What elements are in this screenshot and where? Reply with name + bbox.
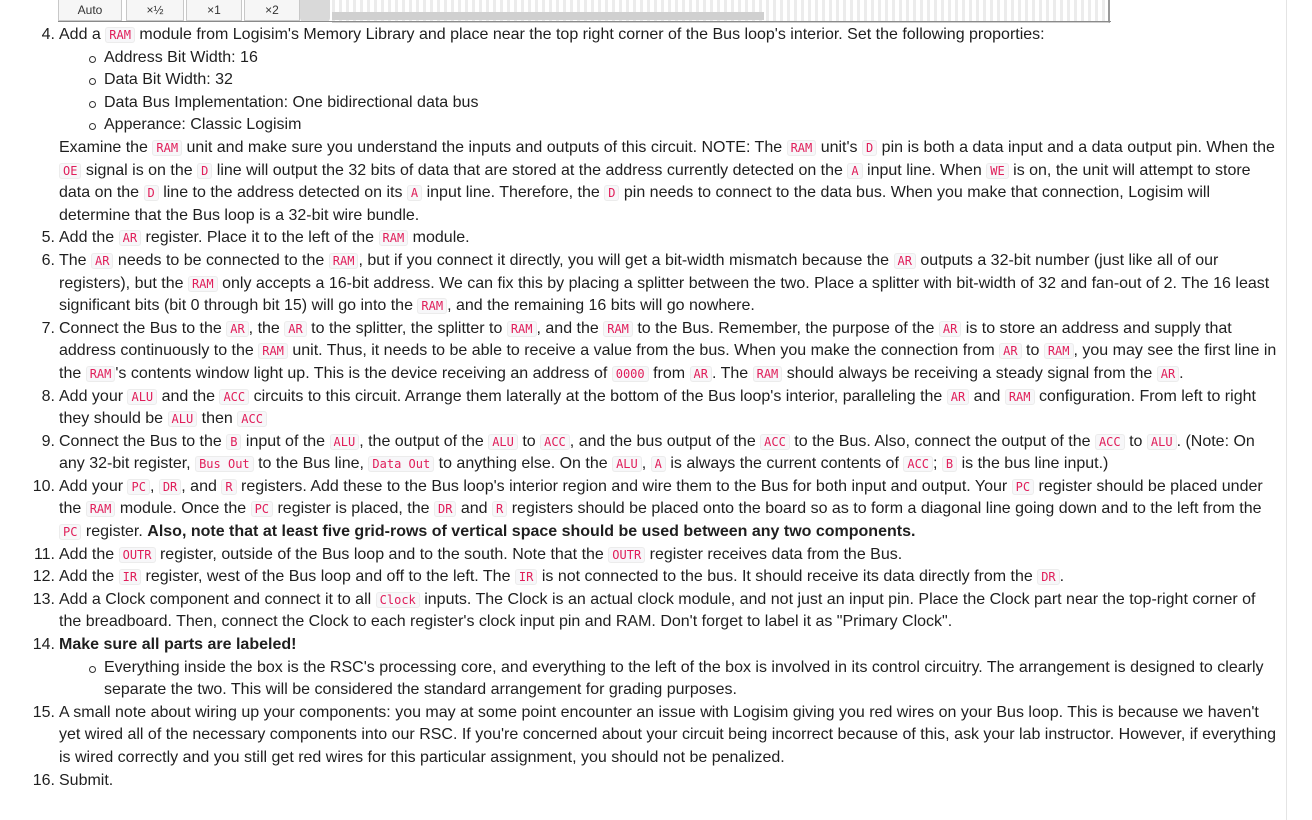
text-run: inputs. The Clock is an actual clock module, and not just an input pin. Place the Clock part near the top-right corner of the breadboard. Then, connect the Clock to each register's clock input pin and RAM. Don't forget to label it as "Primary Clock".	[59, 590, 1256, 631]
inline-code: IR	[515, 569, 537, 585]
step-text	[59, 544, 1280, 567]
text-run: A small note about wiring up your components: you may at some point encounter an issue with Logisim giving you red wires on your Bus loop. This is because we haven't yet wired all of the necessary components into our RSC. If you're concerned about your circuit being incorrect because of this, ask your lab instructor. However, if everything is wired correctly and you still get red wires for this particular assignment, you should not be penalized.	[59, 703, 1276, 766]
step-number: 6.	[41, 251, 55, 269]
text-run: Add the	[59, 568, 119, 586]
inline-code: ALU	[612, 456, 642, 472]
zoom-auto-button[interactable]: Auto	[58, 0, 122, 21]
instruction-step	[0, 318, 1280, 386]
text-run: outputs a 32-bit number (just like all of our registers), but the	[59, 251, 1219, 292]
text-run: Data Bus Implementation: One bidirectional data bus	[104, 93, 479, 111]
text-run: Add a Clock component and connect it to all	[59, 590, 376, 608]
text-run: to the splitter, the splitter to	[306, 319, 507, 337]
inline-code: A	[407, 185, 422, 201]
inline-code: ALU	[488, 434, 518, 450]
text-run: Add the	[59, 545, 119, 563]
text-run: Apperance: Classic Logisim	[104, 116, 302, 134]
step-number: 7.	[41, 319, 55, 337]
text-run: signal is on the	[81, 161, 198, 179]
inline-code: RAM	[86, 501, 116, 517]
text-run: , and the remaining 16 bits will go nowhere.	[447, 297, 755, 315]
inline-code: RAM	[86, 366, 116, 382]
inline-code: AR	[226, 321, 248, 337]
inline-code: ALU	[1147, 434, 1177, 450]
inline-code: RAM	[507, 321, 537, 337]
text-run: register, west of the Bus loop and off to the left. The	[141, 568, 515, 586]
inline-code: RAM	[188, 276, 218, 292]
text-run: , but if you connect it directly, you will get a bit-width mismatch because the	[358, 251, 894, 269]
text-run: line will output the 32 bits of data that are stored at the address currently detected on the	[212, 161, 848, 179]
instruction-step	[0, 589, 1280, 634]
inline-code: ACC	[540, 434, 570, 450]
step-text	[59, 431, 1280, 476]
step-number: 8.	[41, 387, 55, 405]
text-run: , the output of the	[359, 432, 489, 450]
sub-list-item	[59, 114, 1280, 137]
step-text	[59, 250, 1280, 318]
step-number: 4.	[41, 26, 55, 43]
inline-code: AR	[119, 230, 141, 246]
step-number: 10.	[32, 477, 55, 495]
step-text	[59, 318, 1280, 386]
instruction-step	[0, 431, 1280, 476]
step-number: 12.	[32, 568, 55, 586]
step-text	[59, 634, 1280, 657]
inline-code: D	[862, 140, 877, 156]
step-text	[59, 589, 1280, 634]
inline-code: RAM	[417, 298, 447, 314]
instruction-step	[0, 386, 1280, 431]
zoom-2x-button[interactable]: ×2	[244, 0, 300, 21]
page-scroll-edge	[1286, 0, 1287, 820]
text-run: configuration. From left to right they should be	[59, 387, 1256, 428]
inline-code: AR	[1157, 366, 1179, 382]
text-run: register.	[81, 523, 148, 541]
zoom-1x-button[interactable]: ×1	[186, 0, 242, 21]
inline-code: D	[144, 185, 159, 201]
toolbar-divider	[58, 21, 1111, 22]
sub-list-item	[59, 47, 1280, 70]
text-run: Add your	[59, 387, 128, 405]
text-run: 's contents window light up. This is the device receiving an address of	[115, 364, 612, 382]
text-run: is on, the unit will attempt to store data on the	[59, 161, 1251, 202]
inline-code: AR	[690, 366, 712, 382]
text-run: Add your	[59, 477, 128, 495]
inline-code: RAM	[753, 366, 783, 382]
sub-list	[59, 47, 1280, 137]
text-run: to the Bus. Also, connect the output of the	[789, 432, 1095, 450]
text-run: to	[1021, 342, 1044, 360]
inline-code: RAM	[1005, 389, 1035, 405]
instructions-list	[0, 24, 1280, 792]
text-run: register, outside of the Bus loop and to the south. Note that the	[155, 545, 609, 563]
inline-code: Data Out	[368, 456, 434, 472]
text-run: input line. Therefore, the	[422, 184, 605, 202]
toolbar-handle[interactable]	[300, 0, 330, 22]
inline-code: ACC	[760, 434, 790, 450]
step-text	[59, 770, 1280, 793]
text-run: , the	[248, 319, 285, 337]
text-run: to the Bus. Remember, the purpose of the	[632, 319, 939, 337]
instruction-step	[0, 24, 1280, 227]
text-run: pin needs to connect to the data bus. When you make that connection, Logisim will determine that the Bus loop is a 32-bit wire bundle.	[59, 184, 1210, 224]
text-run: is the bus line input.)	[957, 455, 1109, 473]
text-run: input line. When	[862, 161, 987, 179]
instruction-step	[0, 634, 1280, 702]
instruction-step	[0, 566, 1280, 589]
inline-code: RAM	[603, 321, 633, 337]
step-number: 14.	[32, 636, 55, 654]
inline-code: OUTR	[119, 547, 156, 563]
inline-code: AR	[91, 253, 113, 269]
text-run: input of the	[241, 432, 330, 450]
inline-code: DR	[159, 479, 181, 495]
step-number: 16.	[32, 771, 55, 789]
text-run: Everything inside the box is the RSC's processing core, and everything to the left of the box is involved in its control circuitry. The arrangement is designed to clearly separate the two. This will be considered the standard arrangement for grading purposes.	[104, 658, 1264, 699]
text-run: register. Place it to the left of the	[141, 229, 379, 247]
step-number: 5.	[41, 229, 55, 247]
text-run: circuits to this circuit. Arrange them laterally at the bottom of the Bus loop's interior, paralleling the	[249, 387, 947, 405]
inline-code: AR	[999, 343, 1021, 359]
bold-text: Make sure all parts are labeled!	[59, 636, 297, 654]
text-run: module. Once the	[115, 500, 251, 518]
text-run: registers should be placed onto the board so as to form a diagonal line going down and to the left from the	[507, 500, 1262, 518]
progress-track[interactable]	[332, 0, 1110, 23]
inline-code: AR	[947, 389, 969, 405]
text-run: only accepts a 16-bit address. We can fix this by placing a splitter between the two. Place a splitter with bit-width of 32 and fan-out of 2. The 16 least significant bits (bit 0 through bit 15) will go into the	[59, 274, 1270, 315]
text-run: unit's	[816, 138, 862, 156]
inline-code: IR	[119, 569, 141, 585]
step-text	[59, 227, 1280, 250]
text-run: ,	[641, 455, 651, 473]
text-run: Submit.	[59, 771, 114, 789]
text-run: .	[1059, 568, 1065, 586]
text-run: Add a	[59, 26, 106, 43]
step-number: 11.	[33, 545, 55, 563]
inline-code: RAM	[379, 230, 409, 246]
text-run: to	[1124, 432, 1147, 450]
instruction-step	[0, 702, 1280, 770]
inline-code: 0000	[612, 366, 649, 382]
step-text	[59, 24, 1280, 47]
text-run: Connect the Bus to the	[59, 319, 227, 337]
text-run: is to store an address and supply that address continuously to the	[59, 319, 1232, 360]
text-run: , and the bus output of the	[569, 432, 761, 450]
text-run: to anything else. On the	[434, 455, 613, 473]
inline-code: RAM	[105, 27, 135, 43]
bold-text: Also, note that at least five grid-rows of vertical space should be used between any two components.	[147, 523, 916, 541]
text-run: , you may see the first line in the	[59, 342, 1277, 382]
text-run: , and	[181, 477, 222, 495]
text-run: ;	[933, 455, 942, 473]
step-text	[59, 566, 1280, 589]
text-run: Address Bit Width: 16	[104, 48, 258, 66]
text-run: to the Bus line,	[253, 455, 369, 473]
step-note	[59, 137, 1280, 227]
inline-code: ACC	[237, 411, 267, 427]
inline-code: ACC	[219, 389, 249, 405]
text-run: .	[1179, 364, 1184, 382]
inline-code: PC	[1012, 479, 1034, 495]
text-run: module from Logisim's Memory Library and place near the top right corner of the Bus loop's interior. Set the following proporties:	[134, 26, 1045, 43]
text-run: . (Note: On any 32-bit register,	[59, 432, 1255, 473]
inline-code: AR	[284, 321, 306, 337]
text-run: from	[648, 364, 690, 382]
inline-code: PC	[59, 524, 81, 540]
inline-code: R	[221, 479, 236, 495]
inline-code: DR	[434, 501, 456, 517]
step-number: 9.	[41, 432, 55, 450]
instruction-step	[0, 476, 1280, 544]
inline-code: B	[942, 456, 957, 472]
inline-code: D	[604, 185, 619, 201]
text-run: . The	[711, 364, 753, 382]
inline-code: ALU	[127, 389, 157, 405]
inline-code: PC	[127, 479, 149, 495]
text-run: ,	[149, 477, 159, 495]
inline-code: RAM	[152, 140, 182, 156]
text-run: then	[197, 410, 238, 428]
text-run: should always be receiving a steady signal from the	[782, 364, 1157, 382]
inline-code: A	[847, 163, 862, 179]
inline-code: RAM	[787, 140, 817, 156]
sub-list-item	[59, 69, 1280, 92]
inline-code: DR	[1037, 569, 1059, 585]
text-run: to	[517, 432, 541, 450]
text-run: Examine the	[59, 138, 153, 156]
inline-code: A	[651, 456, 666, 472]
text-run: pin is both a data input and a data output pin. When the	[877, 138, 1275, 156]
video-toolbar	[58, 0, 1111, 23]
text-run: module.	[408, 229, 470, 247]
text-run: registers. Add these to the Bus loop's interior region and wire them to the Bus for both input and output. Your	[236, 477, 1012, 495]
text-run: unit. Thus, it needs to be able to receive a value from the bus. When you make the connection from	[287, 342, 1000, 360]
inline-code: D	[197, 163, 212, 179]
text-run: Data Bit Width: 32	[104, 71, 233, 89]
sub-list	[59, 657, 1280, 702]
zoom-half-button[interactable]: ×½	[126, 0, 184, 21]
inline-code: RAM	[329, 253, 359, 269]
text-run: Add the	[59, 229, 119, 247]
text-run: and	[456, 500, 493, 518]
sub-list-item	[59, 657, 1280, 702]
step-text	[59, 386, 1280, 431]
inline-code: RAM	[258, 343, 288, 359]
inline-code: AR	[894, 253, 916, 269]
text-run: The	[59, 251, 92, 269]
progress-fill	[332, 12, 764, 20]
text-run: register should be placed under the	[59, 477, 1263, 518]
inline-code: Clock	[376, 592, 420, 608]
step-number: 13.	[32, 590, 55, 608]
step-text	[59, 476, 1280, 544]
instruction-step	[0, 227, 1280, 250]
inline-code: ACC	[1095, 434, 1125, 450]
step-number: 15.	[32, 703, 55, 721]
text-run: register is placed, the	[273, 500, 434, 518]
inline-code: ACC	[903, 456, 933, 472]
inline-code: OE	[59, 163, 81, 179]
text-run: Connect the Bus to the	[59, 432, 227, 450]
text-run: and the	[157, 387, 220, 405]
text-run: line to the address detected on its	[158, 184, 407, 202]
inline-code: R	[492, 501, 507, 517]
step-text	[59, 702, 1280, 770]
sub-list-item	[59, 92, 1280, 115]
inline-code: B	[226, 434, 241, 450]
text-run: register receives data from the Bus.	[645, 545, 903, 563]
inline-code: ALU	[168, 411, 198, 427]
instruction-step	[0, 250, 1280, 318]
inline-code: AR	[939, 321, 961, 337]
instruction-step	[0, 770, 1280, 793]
inline-code: WE	[986, 163, 1008, 179]
inline-code: OUTR	[608, 547, 645, 563]
text-run: needs to be connected to the	[113, 251, 329, 269]
inline-code: RAM	[1044, 343, 1074, 359]
text-run: , and the	[536, 319, 604, 337]
text-run: and	[969, 387, 1005, 405]
inline-code: ALU	[330, 434, 360, 450]
text-run: unit and make sure you understand the inputs and outputs of this circuit. NOTE: The	[182, 138, 787, 156]
text-run: is always the current contents of	[665, 455, 904, 473]
text-run: is not connected to the bus. It should receive its data directly from the	[537, 568, 1038, 586]
instruction-step	[0, 544, 1280, 567]
inline-code: Bus Out	[195, 456, 254, 472]
inline-code: PC	[251, 501, 273, 517]
